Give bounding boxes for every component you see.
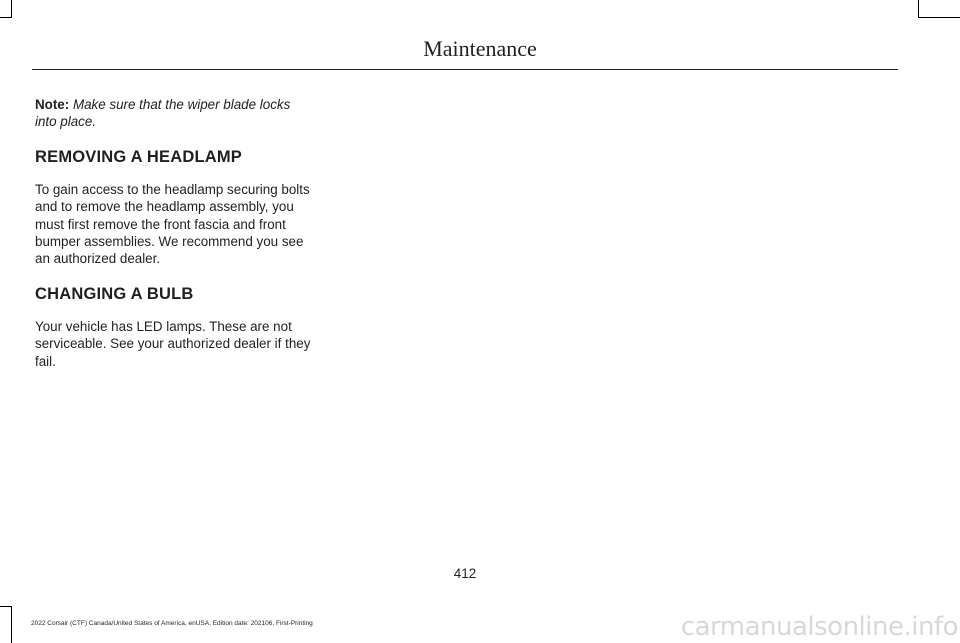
note-label: Note: [35, 97, 70, 112]
page-number: 412 [453, 566, 477, 581]
edition-footer: 2022 Corsair (CTF) Canada/United States of America, enUSA, Edition date: 202106, First-Printing [31, 620, 313, 627]
content-column [35, 96, 315, 386]
crop-mark-bottom-left-vertical [11, 606, 12, 643]
section-heading-removing-headlamp: REMOVING A HEADLAMP [35, 147, 242, 166]
section-body-removing-headlamp: To gain access to the headlamp securing bolts and to remove the headlamp assembly, you must first remove the front fascia and front bumper assemblies. We recommend you see an authorized dealer. [35, 181, 310, 267]
section-heading-changing-bulb: CHANGING A BULB [35, 284, 194, 303]
watermark: carmanualsonline.info [680, 612, 958, 642]
crop-mark-top-left-horizontal [0, 17, 12, 18]
page-title: Maintenance [423, 36, 537, 61]
section-body-changing-bulb: Your vehicle has LED lamps. These are not serviceable. See your authorized dealer if they fail. [35, 318, 311, 369]
note-text: Make sure that the wiper blade locks into place. [35, 97, 291, 130]
note-paragraph [35, 96, 315, 131]
crop-mark-bottom-left-horizontal [0, 606, 12, 607]
header-rule [32, 69, 898, 70]
crop-mark-top-left-vertical [11, 0, 12, 17]
crop-mark-top-right-horizontal [918, 17, 960, 18]
crop-mark-top-right-vertical [918, 0, 919, 17]
